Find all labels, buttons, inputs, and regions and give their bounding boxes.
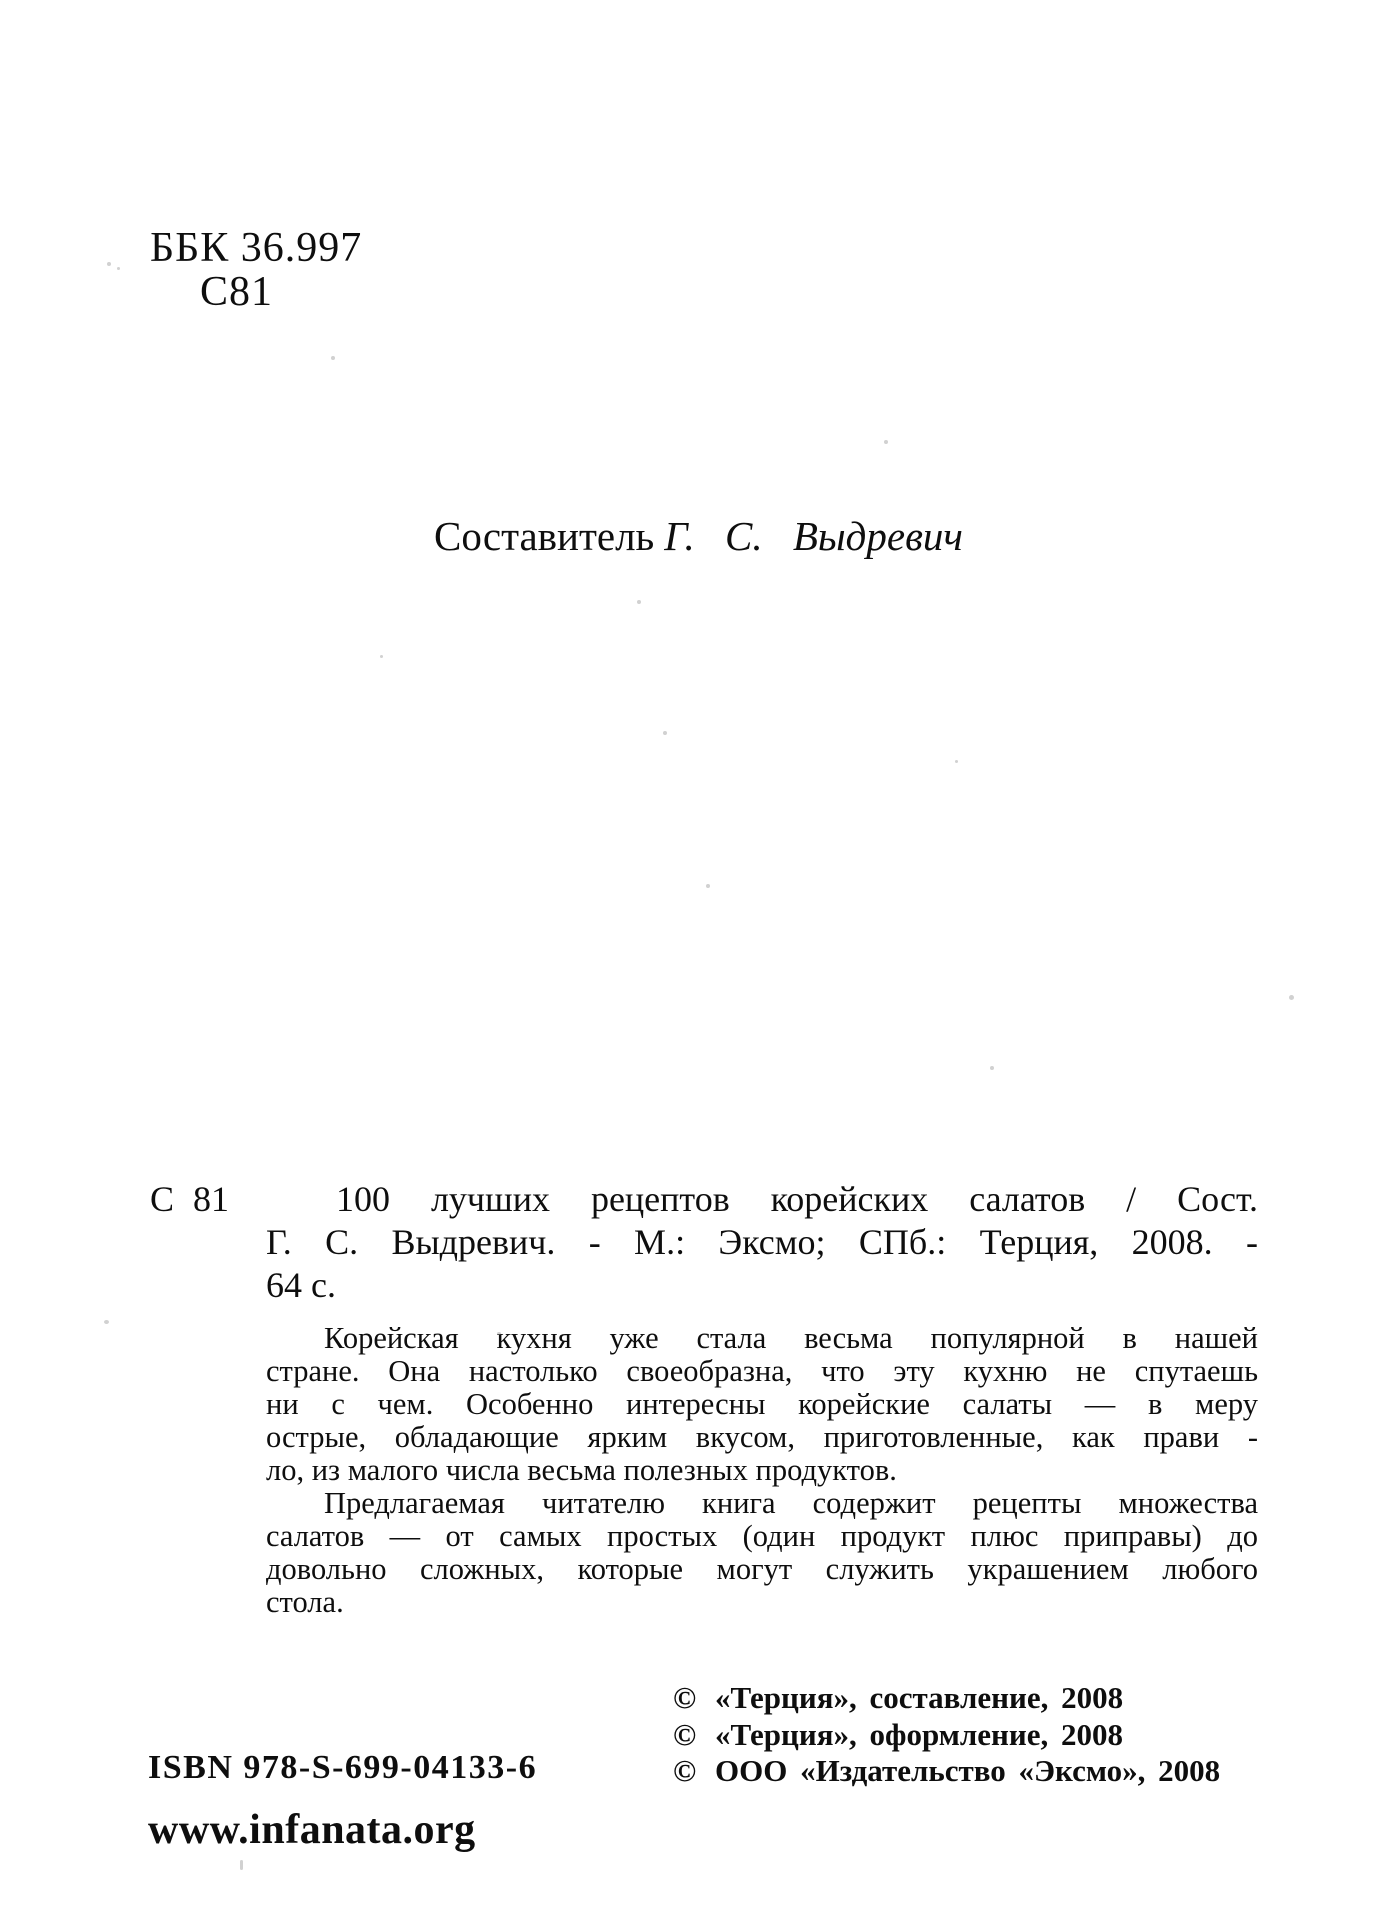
catalog-line: Г. С. Выдревич. - М.: Эксмо; СПб.: Терция, 2008. - bbox=[266, 1222, 1258, 1262]
scan-speck bbox=[637, 600, 641, 604]
scan-speck bbox=[107, 262, 111, 266]
copyright-line bbox=[673, 1717, 1220, 1754]
scan-speck bbox=[1289, 995, 1294, 1000]
scan-speck bbox=[955, 760, 958, 763]
annotation-line: Предлагаемая читателю книга содержит рецепты множества bbox=[324, 1486, 1258, 1520]
compiler-label: Составитель bbox=[434, 513, 655, 559]
compiler-name: Г. С. Выдревич bbox=[664, 513, 963, 559]
annotation-block bbox=[266, 1322, 1258, 1619]
scan-speck bbox=[706, 884, 710, 888]
annotation-line: стране. Она настолько своеобразна, что эту кухню не спутаешь bbox=[266, 1354, 1258, 1388]
annotation-line: Корейская кухня уже стала весьма популярной в нашей bbox=[324, 1321, 1258, 1355]
catalog-line: 100 лучших рецептов корейских салатов / Сост. bbox=[336, 1179, 1258, 1219]
scan-speck bbox=[884, 440, 888, 444]
copyright-symbol: © bbox=[673, 1680, 697, 1715]
bbk-code: ББК 36.997 bbox=[150, 225, 363, 271]
scan-speck bbox=[240, 1860, 243, 1870]
annotation-line: довольно сложных, которые могут служить украшением любого bbox=[266, 1552, 1258, 1586]
annotation-line: острые, обладающие ярким вкусом, приготовленные, как прави - bbox=[266, 1420, 1258, 1454]
catalog-code: С 81 bbox=[150, 1179, 230, 1219]
copyright-text: «Терция», оформление, 2008 bbox=[715, 1716, 1123, 1752]
copyright-text: «Терция», составление, 2008 bbox=[715, 1680, 1124, 1715]
scan-speck bbox=[380, 655, 383, 658]
copyright-line bbox=[673, 1753, 1220, 1790]
website-footer: www.infanata.org bbox=[148, 1807, 476, 1853]
annotation-line: ло, из малого числа весьма полезных продуктов. bbox=[266, 1453, 897, 1487]
scan-speck bbox=[331, 356, 335, 360]
copyright-symbol: © bbox=[673, 1716, 697, 1752]
annotation-line: салатов — от самых простых (один продукт плюс приправы) до bbox=[266, 1519, 1258, 1553]
scan-speck bbox=[497, 1332, 501, 1335]
copyright-text: ООО «Издательство «Эксмо», 2008 bbox=[715, 1753, 1221, 1788]
copyright-block bbox=[673, 1680, 1220, 1790]
catalog-card-block bbox=[150, 1178, 1258, 1307]
scan-speck bbox=[990, 1066, 994, 1070]
copyright-symbol: © bbox=[673, 1753, 697, 1788]
catalog-line: 64 с. bbox=[266, 1265, 336, 1305]
annotation-line: стола. bbox=[266, 1585, 344, 1619]
copyright-line bbox=[673, 1680, 1220, 1717]
bbk-classification-block bbox=[150, 226, 362, 314]
scan-speck bbox=[104, 1320, 109, 1324]
annotation-line: ни с чем. Особенно интересны корейские салаты — в меру bbox=[266, 1387, 1258, 1421]
scan-speck bbox=[117, 267, 120, 270]
author-sign-code: С81 bbox=[200, 269, 274, 315]
scan-speck bbox=[663, 731, 667, 735]
isbn-line: ISBN 978-S-699-04133-6 bbox=[148, 1749, 538, 1786]
compiler-line bbox=[434, 512, 963, 560]
